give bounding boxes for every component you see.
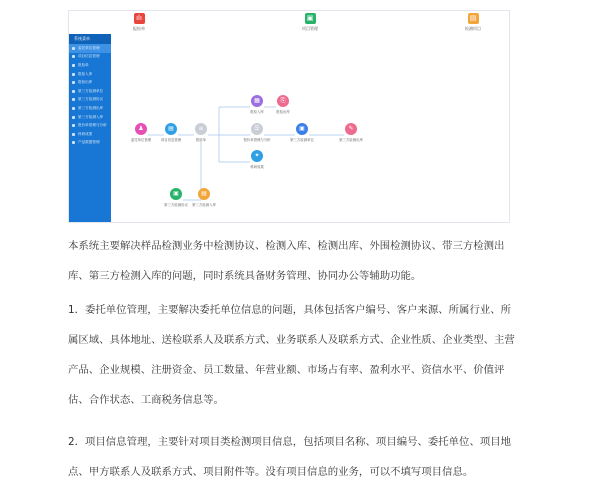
menu-icon (72, 98, 75, 101)
flow-node-label: 报价单管理与分析 (243, 138, 271, 142)
flow-node[interactable] (263, 95, 303, 114)
sidebar-item-label: 委托单位管理 (78, 45, 100, 50)
briefcase-icon: ▣ (305, 13, 316, 24)
flow-node-label: 委托单位管理 (130, 138, 152, 142)
sidebar-item[interactable] (69, 113, 111, 122)
client-management-paragraph: 1．委托单位管理，主要解决委托单位信息的问题，具体包括客户编号、客户来源、所属行业、所属区域、具体地址、送检联系人及联系方式、业务联系人及联系方式、企业性质、企业类型、主营产品、企业规模、注册资金、员工数量、年营业额、市场占有率、盈利水平、资信水平、价值评估、合作状态、工商税务信息等。 (68, 304, 515, 406)
sidebar-item-label: 报检入库 (78, 71, 93, 76)
flow-node-label: 科研成果 (250, 165, 264, 169)
sidebar-title: 系统菜单 (69, 34, 111, 44)
intro-paragraph: 本系统主要解决样品检测业务中检测协议、检测入库、检测出库、外围检测协议、带三方检测出库、第三方检测入库的问题，同时系统具备财务管理、协同办公等辅助功能。 (68, 240, 505, 282)
flow-node-icon: ✦ (251, 150, 263, 162)
flow-node-icon: ✎ (345, 123, 357, 135)
top-nav-item-0[interactable] (119, 13, 159, 32)
sidebar-item-label: 报价单管理与分析 (78, 123, 107, 128)
sidebar-item-label: 项目信息管理 (78, 54, 100, 59)
flow-node-label: 第三方检测协议 (164, 203, 188, 207)
flow-node-label: 第三方检测入库 (192, 203, 216, 207)
flow-node[interactable] (237, 123, 277, 142)
sidebar-item[interactable] (69, 87, 111, 96)
app-screenshot (68, 10, 510, 223)
sidebar-item[interactable] (69, 53, 111, 62)
sidebar-item[interactable] (69, 121, 111, 130)
app-sidebar (69, 34, 111, 222)
flow-node-label: 项目信息管理 (160, 138, 182, 142)
top-nav-label: 检测项目 (465, 26, 481, 31)
app-top-bar (69, 11, 509, 35)
menu-icon (72, 133, 75, 136)
flow-node-label: 报检单 (195, 138, 207, 142)
chart-icon: ılı (134, 13, 145, 24)
flow-node-icon: ⎘ (277, 95, 289, 107)
menu-icon (72, 90, 75, 93)
flow-node-label: 报检入库 (250, 110, 264, 114)
sidebar-item-label: 报检单 (78, 62, 89, 67)
sidebar-item[interactable] (69, 70, 111, 79)
top-nav-label: 报检单 (133, 26, 145, 31)
sidebar-item[interactable] (69, 44, 111, 53)
sidebar-item[interactable] (69, 96, 111, 105)
sidebar-item-label: 第三方检测出库 (78, 105, 104, 110)
menu-icon (72, 73, 75, 76)
menu-icon (72, 81, 75, 84)
flow-node[interactable] (237, 150, 277, 169)
project-management-paragraph: 2．项目信息管理，主要针对项目类检测项目信息，包括项目名称、项目编号、委托单位、项目地点、甲方联系人及联系方式、项目附件等。没有项目信息的业务，可以不填写项目信息。 (68, 436, 512, 478)
menu-icon (72, 116, 75, 119)
top-nav-item-2[interactable] (453, 13, 493, 32)
sidebar-item-label: 产品数据管理 (78, 140, 100, 145)
sidebar-item[interactable] (69, 61, 111, 70)
flow-node[interactable] (282, 123, 322, 142)
flow-node-icon: ▤ (165, 123, 177, 135)
menu-icon (72, 55, 75, 58)
sidebar-item-label: 第三方检测单位 (78, 88, 104, 93)
menu-icon (72, 107, 75, 110)
menu-icon (72, 64, 75, 67)
menu-icon (72, 141, 75, 144)
flow-node[interactable] (181, 123, 221, 142)
flow-node-label: 第三方检测出库 (339, 138, 363, 142)
sidebar-item[interactable] (69, 130, 111, 139)
flow-node[interactable] (184, 188, 224, 207)
flow-node-icon: ♟ (135, 123, 147, 135)
sidebar-item-label: 报检出库 (78, 80, 93, 85)
sidebar-item[interactable] (69, 104, 111, 113)
flow-node-label: 第三方检测单位 (290, 138, 314, 142)
sidebar-item-label: 第三方检测入库 (78, 114, 104, 119)
sidebar-item-label: 第三方检测协议 (78, 97, 104, 102)
sidebar-item[interactable] (69, 78, 111, 87)
top-nav-label: 项目管理 (302, 26, 318, 31)
sidebar-menu (69, 44, 111, 147)
flow-node-icon: ▣ (296, 123, 308, 135)
flow-node-icon: ▤ (198, 188, 210, 200)
flow-node-icon: ▦ (251, 95, 263, 107)
top-nav-item-1[interactable] (290, 13, 330, 32)
flow-node-icon: ☰ (251, 123, 263, 135)
sidebar-item-label: 科研成果 (78, 131, 93, 136)
sidebar-item[interactable] (69, 139, 111, 148)
folder-icon: ▤ (468, 13, 479, 24)
flow-node-icon: ≡ (195, 123, 207, 135)
menu-icon (72, 124, 75, 127)
flow-node-label: 报检出库 (276, 110, 290, 114)
flow-node[interactable] (331, 123, 371, 142)
flow-node-icon: ▣ (170, 188, 182, 200)
menu-icon (72, 47, 75, 50)
flow-canvas (111, 34, 509, 222)
